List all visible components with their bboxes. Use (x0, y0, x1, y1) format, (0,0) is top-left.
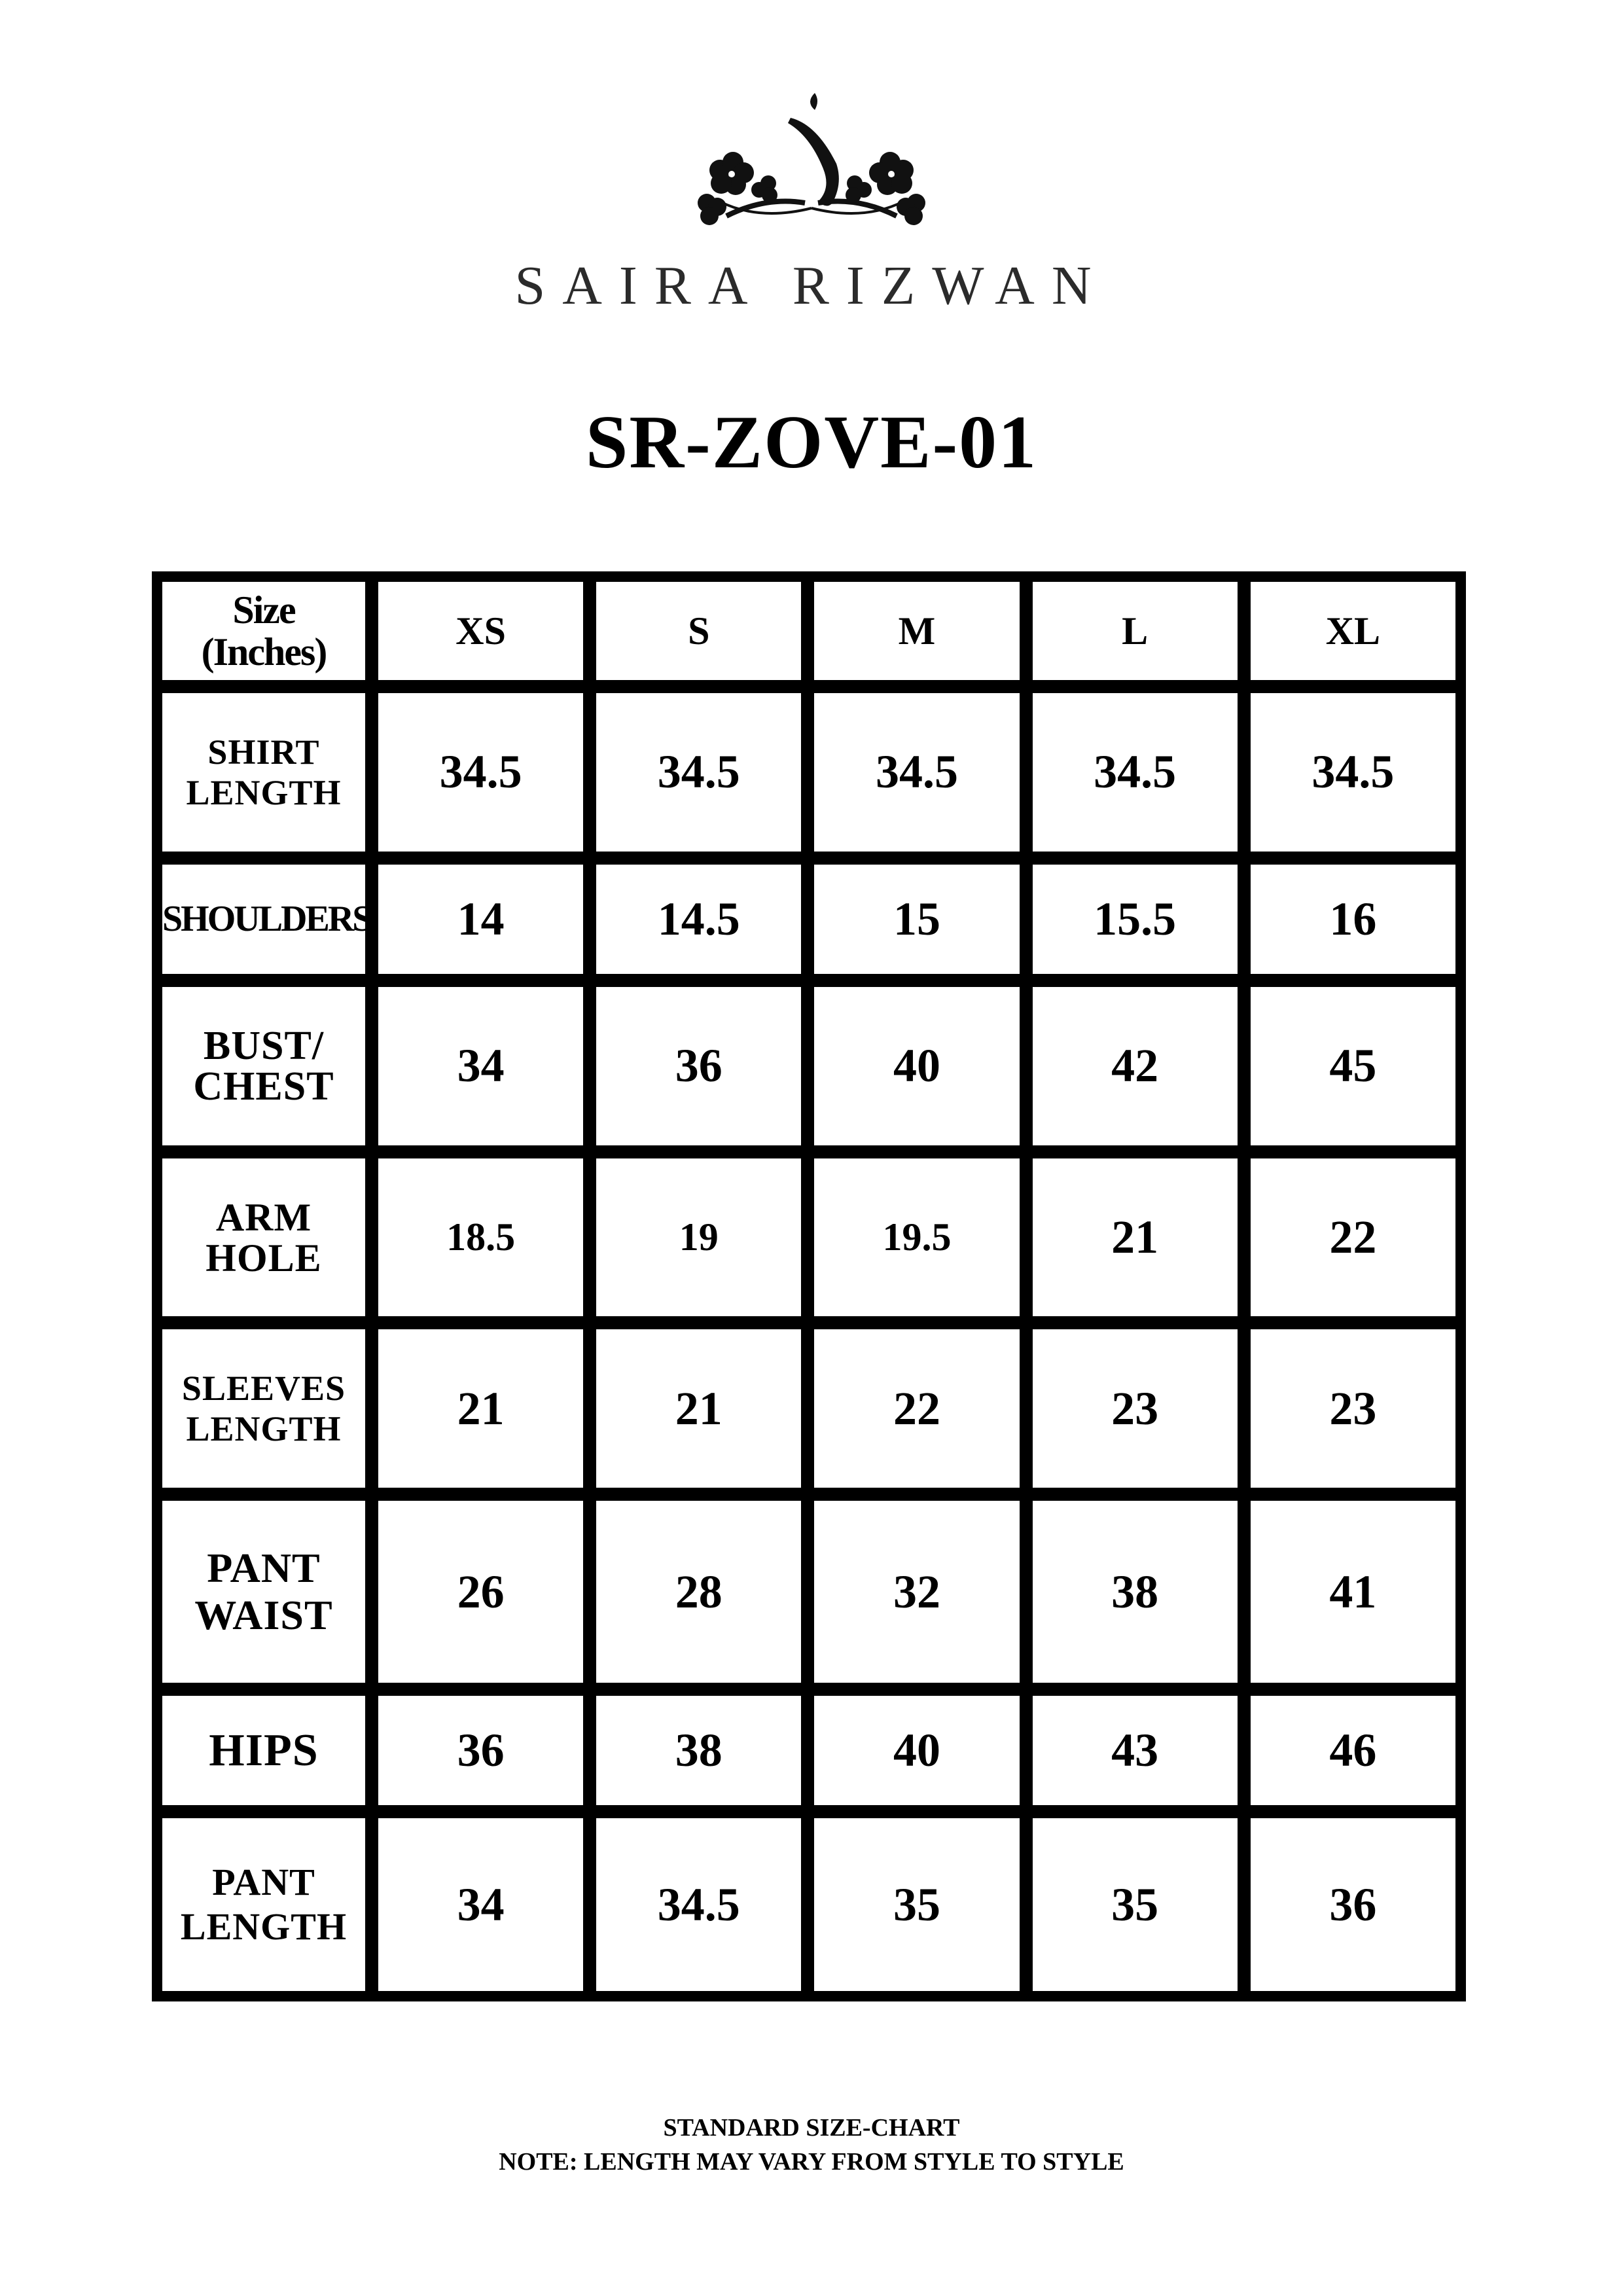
table-cell: 21 (372, 1323, 590, 1494)
row-label: PANT LENGTH (156, 1812, 372, 1998)
table-cell: 35 (1026, 1812, 1244, 1998)
table-cell: 19.5 (808, 1152, 1026, 1323)
row-label: HIPS (156, 1689, 372, 1812)
table-row-pant-length (156, 1812, 1462, 1998)
table-row-bust-chest (156, 980, 1462, 1152)
table-cell: 34 (372, 1812, 590, 1998)
row-label: SHIRT LENGTH (156, 687, 372, 858)
table-cell: 40 (808, 1689, 1026, 1812)
table-cell: 34.5 (1244, 687, 1462, 858)
table-cell: 46 (1244, 1689, 1462, 1812)
table-cell: 34.5 (1026, 687, 1244, 858)
table-cell: 15 (808, 858, 1026, 980)
table-cell: 45 (1244, 980, 1462, 1152)
column-header-s: S (590, 575, 808, 687)
table-cell: 34.5 (372, 687, 590, 858)
corner-line-2: (Inches) (201, 630, 327, 673)
size-chart-table (152, 571, 1466, 2001)
table-row-hips (156, 1689, 1462, 1812)
corner-line-1: Size (232, 588, 295, 632)
table-cell: 34.5 (590, 687, 808, 858)
table-cell: 36 (1244, 1812, 1462, 1998)
column-header-xl: XL (1244, 575, 1462, 687)
footer-line-2: NOTE: LENGTH MAY VARY FROM STYLE TO STYLE (499, 2148, 1124, 2176)
footer-note (0, 2111, 1623, 2179)
table-cell: 36 (590, 980, 808, 1152)
table-cell: 15.5 (1026, 858, 1244, 980)
table-row-shirt-length (156, 687, 1462, 858)
column-header-m: M (808, 575, 1026, 687)
table-cell: 21 (1026, 1152, 1244, 1323)
table-cell: 14.5 (590, 858, 808, 980)
product-code-title: SR-ZOVE-01 (585, 401, 1038, 484)
table-cell: 41 (1244, 1494, 1462, 1689)
table-cell: 22 (808, 1323, 1026, 1494)
table-cell: 38 (1026, 1494, 1244, 1689)
table-cell: 42 (1026, 980, 1244, 1152)
table-cell: 36 (372, 1689, 590, 1812)
table-row-sleeves-length (156, 1323, 1462, 1494)
table-cell: 34.5 (808, 687, 1026, 858)
table-row-pant-waist (156, 1494, 1462, 1689)
row-label: SLEEVES LENGTH (156, 1323, 372, 1494)
table-cell: 32 (808, 1494, 1026, 1689)
table-cell: 16 (1244, 858, 1462, 980)
table-cell: 28 (590, 1494, 808, 1689)
row-label: ARM HOLE (156, 1152, 372, 1323)
column-header-l: L (1026, 575, 1244, 687)
table-cell: 34.5 (590, 1812, 808, 1998)
floral-monogram-logo-icon (681, 92, 942, 236)
row-label: SHOULDERS (156, 858, 372, 980)
table-cell: 26 (372, 1494, 590, 1689)
table-cell: 35 (808, 1812, 1026, 1998)
brand-name: SAIRA RIZWAN (514, 255, 1109, 316)
table-cell: 14 (372, 858, 590, 980)
table-cell: 19 (590, 1152, 808, 1323)
column-header-xs: XS (372, 575, 590, 687)
row-label: PANT WAIST (156, 1494, 372, 1689)
table-cell: 23 (1026, 1323, 1244, 1494)
table-cell: 22 (1244, 1152, 1462, 1323)
table-row-shoulders (156, 858, 1462, 980)
size-inches-header (156, 575, 372, 687)
table-cell: 18.5 (372, 1152, 590, 1323)
table-cell: 23 (1244, 1323, 1462, 1494)
table-cell: 40 (808, 980, 1026, 1152)
table-cell: 43 (1026, 1689, 1244, 1812)
row-label: BUST/ CHEST (156, 980, 372, 1152)
footer-line-1: STANDARD SIZE-CHART (663, 2114, 960, 2142)
table-row-arm-hole (156, 1152, 1462, 1323)
table-cell: 21 (590, 1323, 808, 1494)
table-cell: 38 (590, 1689, 808, 1812)
table-cell: 34 (372, 980, 590, 1152)
header-row (156, 575, 1462, 687)
